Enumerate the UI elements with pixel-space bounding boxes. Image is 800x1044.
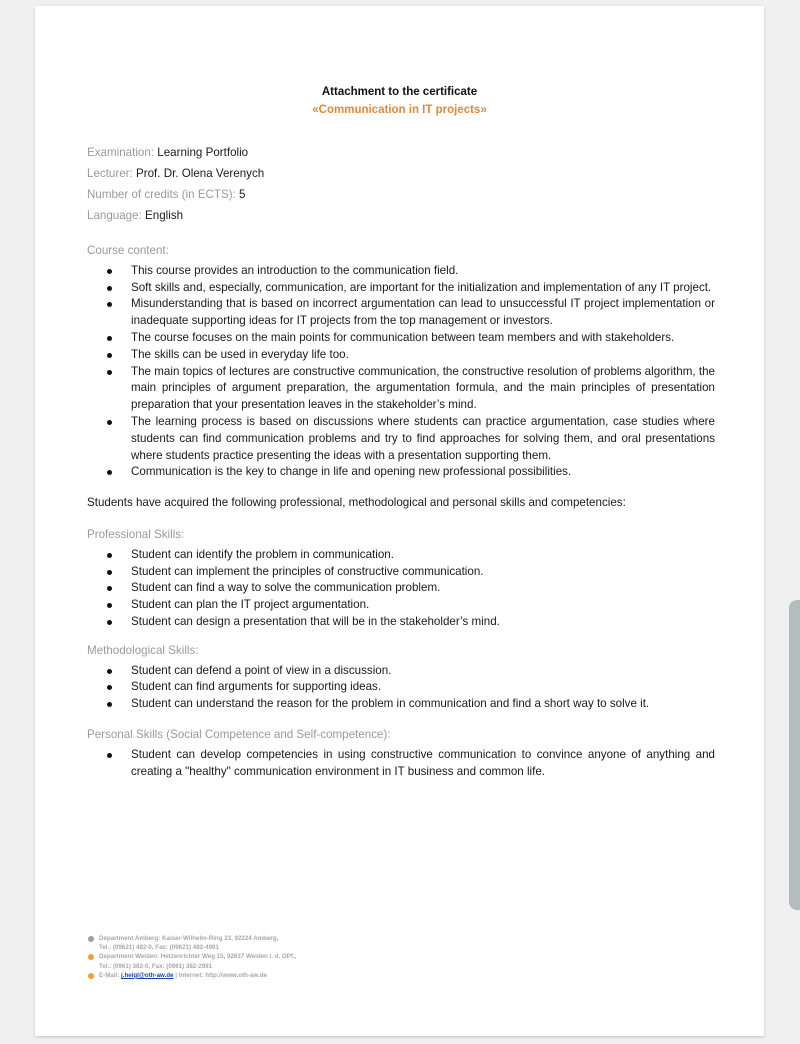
document-page xyxy=(35,6,764,1036)
list-item-text: The main topics of lectures are constructive communication, the constructive resolution of problems algorithm, the main principles of argument preparation, the argumentation formula, and the main principles of presentation preparation that your presentation leaves in the stakeholder’s mind. xyxy=(131,364,715,412)
bullet-dot-icon xyxy=(88,954,94,960)
bullet-icon xyxy=(107,286,112,291)
page-footer xyxy=(87,934,296,980)
footer-amberg-address: Department Amberg: Kaiser-Wilhelm-Ring 23, 92224 Amberg, xyxy=(99,935,279,942)
footer-weiden-address: Department Weiden: Hetzenrichter Weg 15, 92637 Weiden i. d. OPf., xyxy=(99,953,297,961)
methodological-skills-heading: Methodological Skills: xyxy=(87,643,199,657)
list-item-text: Student can implement the principles of constructive communication. xyxy=(131,564,484,578)
document-content xyxy=(87,142,715,780)
email-label: E-Mail: xyxy=(99,971,122,979)
email-link[interactable]: j.heigl@oth-aw.de xyxy=(121,971,174,979)
meta-lecturer xyxy=(87,163,715,184)
meta-label: Number of credits (in ECTS): xyxy=(87,188,236,201)
bullet-icon xyxy=(107,420,112,425)
list-item xyxy=(87,580,715,597)
personal-skills-list xyxy=(87,747,715,781)
internet-text: | Internet: http://www.oth-aw.de xyxy=(173,971,267,979)
list-item-text: Communication is the key to change in life and opening new professional possibilities. xyxy=(131,465,572,479)
footer-amberg xyxy=(87,934,296,952)
bullet-icon xyxy=(107,570,112,575)
bullet-icon xyxy=(107,753,112,758)
list-item-text: Student can understand the reason for the problem in communication and find a short way to solve it. xyxy=(131,697,650,711)
course-title: «Communication in IT projects» xyxy=(312,104,487,116)
meta-language xyxy=(87,205,715,226)
meta-label: Lecturer: xyxy=(87,167,133,180)
bullet-icon xyxy=(107,586,112,591)
bullet-icon xyxy=(107,685,112,690)
bullet-icon xyxy=(107,269,112,274)
list-item xyxy=(87,414,715,464)
bullet-icon xyxy=(107,336,112,341)
list-item-text: Soft skills and, especially, communication, are important for the initialization and implementation of any IT project. xyxy=(131,280,712,294)
list-item-text: Student can defend a point of view in a discussion. xyxy=(131,663,392,677)
meta-label: Examination: xyxy=(87,146,155,159)
list-item xyxy=(87,663,715,680)
footer-contact xyxy=(87,971,296,980)
list-item-text: Misunderstanding that is based on incorrect argumentation can lead to unsuccessful IT project implementation or inadequate supporting ideas for IT projects from the top management or investors. xyxy=(131,297,715,328)
list-item-text: Student can plan the IT project argumentation. xyxy=(131,598,370,612)
list-item xyxy=(87,280,715,297)
list-item xyxy=(87,296,715,330)
list-item-text: This course provides an introduction to the communication field. xyxy=(131,263,459,277)
list-item xyxy=(87,263,715,280)
list-item xyxy=(87,564,715,581)
title-block xyxy=(35,83,764,119)
list-item xyxy=(87,696,715,713)
list-item-text: The learning process is based on discussions where students can practice argumentation, case studies where students can find communication problems and try to find approaches for solving them, and oral presentations where students practice presenting the ideas with a presentation supporting them. xyxy=(131,414,715,462)
meta-credits xyxy=(87,184,715,205)
list-item xyxy=(87,747,715,781)
bullet-icon xyxy=(107,302,112,307)
bullet-icon xyxy=(107,553,112,558)
professional-skills-heading: Professional Skills: xyxy=(87,527,185,541)
course-meta xyxy=(87,142,715,226)
list-item xyxy=(87,614,715,631)
meta-label: Language: xyxy=(87,209,142,222)
list-item-text: The course focuses on the main points for communication between team members and with stakeholders. xyxy=(131,330,675,344)
course-content-list xyxy=(87,263,715,481)
list-item xyxy=(87,364,715,414)
list-item xyxy=(87,464,715,481)
bullet-icon xyxy=(107,702,112,707)
scrollbar-thumb[interactable] xyxy=(789,600,800,910)
list-item-text: Student can design a presentation that will be in the stakeholder’s mind. xyxy=(131,614,500,628)
bullet-dot-icon xyxy=(88,936,94,942)
bullet-icon xyxy=(107,470,112,475)
personal-skills-heading: Personal Skills (Social Competence and Self-competence): xyxy=(87,727,391,741)
bullet-icon xyxy=(107,620,112,625)
list-item-text: Student can identify the problem in communication. xyxy=(131,547,394,561)
list-item xyxy=(87,347,715,364)
list-item-text: Student can develop competencies in using constructive communication to convince anyone of anything and creating a "healthy" communication environment in IT business and common life. xyxy=(131,747,715,778)
list-item-text: The skills can be used in everyday life too. xyxy=(131,347,349,361)
list-item xyxy=(87,330,715,347)
list-item xyxy=(87,547,715,564)
bullet-dot-icon xyxy=(88,973,94,979)
meta-value: English xyxy=(141,209,184,222)
meta-value: 5 xyxy=(235,188,246,201)
bullet-icon xyxy=(107,669,112,674)
bullet-icon xyxy=(107,353,112,358)
bullet-icon xyxy=(107,603,112,608)
list-item xyxy=(87,597,715,614)
list-item xyxy=(87,679,715,696)
footer-weiden xyxy=(87,952,296,970)
methodological-skills-list xyxy=(87,663,715,713)
meta-value: Prof. Dr. Olena Verenych xyxy=(132,167,265,180)
meta-value: Learning Portfolio xyxy=(154,146,249,159)
meta-examination xyxy=(87,142,715,163)
course-content-heading: Course content: xyxy=(87,244,169,257)
list-item-text: Student can find a way to solve the communication problem. xyxy=(131,581,441,595)
document-title: Attachment to the certificate xyxy=(321,86,478,98)
professional-skills-list xyxy=(87,547,715,631)
list-item-text: Student can find arguments for supporting ideas. xyxy=(131,680,382,694)
bullet-icon xyxy=(107,370,112,375)
footer-weiden-phone: Tel.: (0961) 382-0, Fax: (0961) 382-2991 xyxy=(99,962,213,970)
skills-intro: Students have acquired the following professional, methodological and personal skills and competencies: xyxy=(87,496,626,510)
footer-amberg-phone: Tel.: (09621) 482-0, Fax: (09621) 482-4991 xyxy=(99,944,219,952)
